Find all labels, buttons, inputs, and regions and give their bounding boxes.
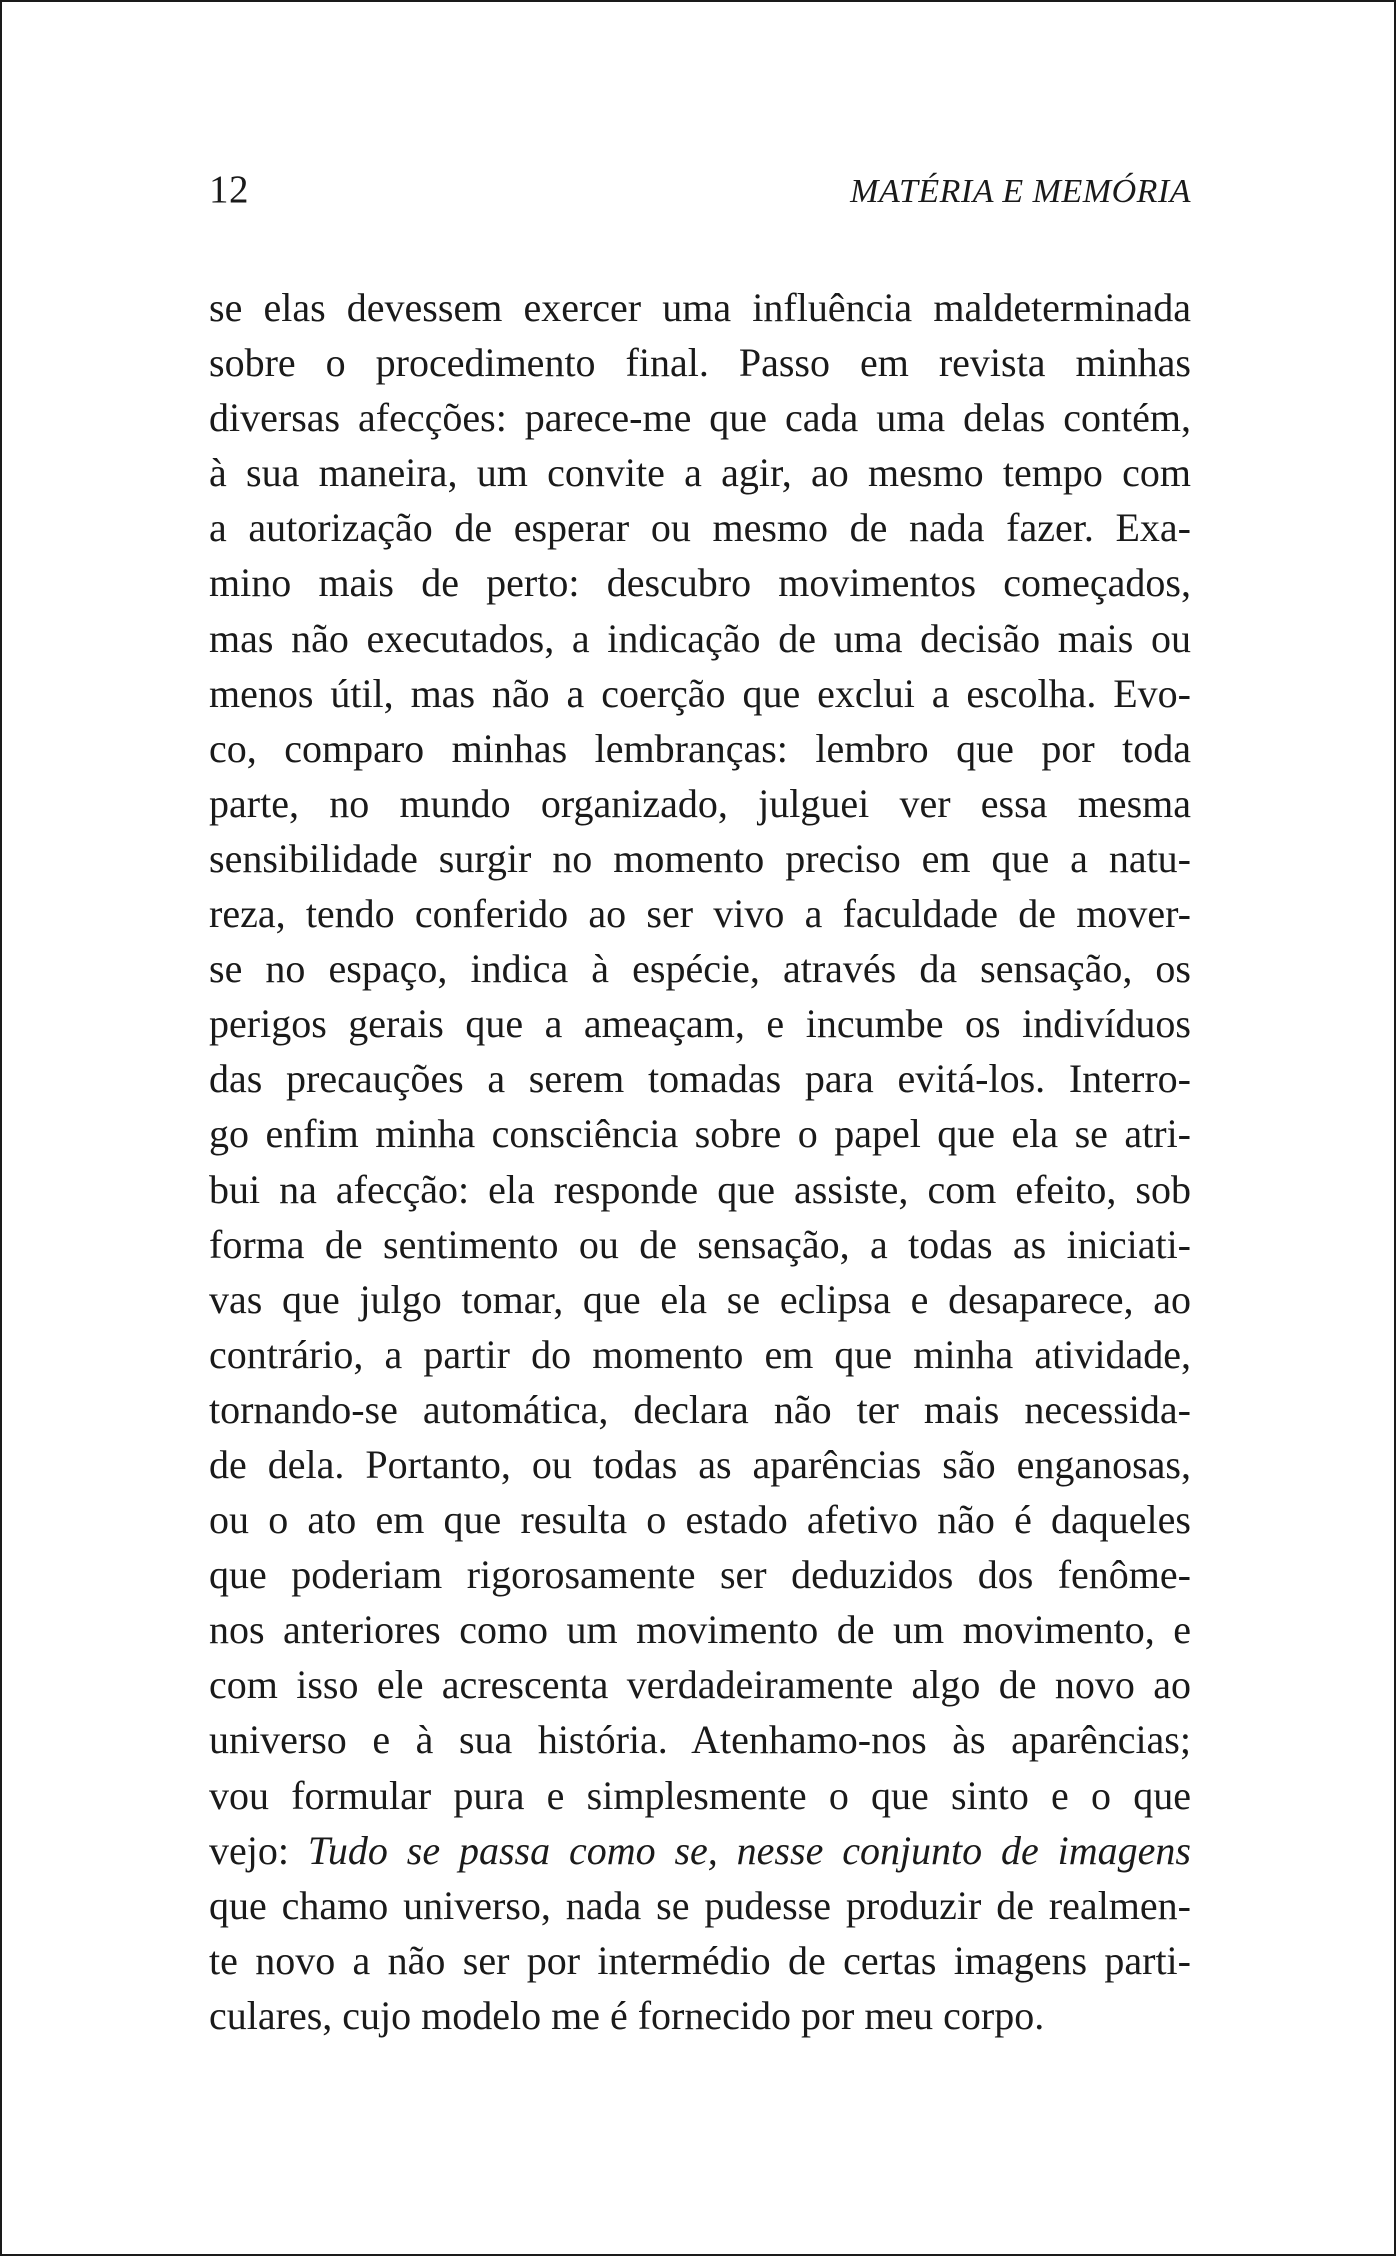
- text-line: à sua maneira, um convite a agir, ao mesmo tempo com: [209, 450, 1191, 496]
- text-line: das precauções a serem tomadas para evitá-los. Interro-: [209, 1056, 1191, 1102]
- text-line: ou o ato em que resulta o estado afetivo não é daqueles: [209, 1497, 1191, 1543]
- italic-line: que chamo universo, nada se pudesse produzir de realmen-: [209, 1882, 1191, 1928]
- italic-line: te novo a não ser por intermédio de certas imagens parti-: [209, 1937, 1191, 1983]
- text-line: nos anteriores como um movimento de um movimento, e: [209, 1607, 1191, 1653]
- text-line: perigos gerais que a ameaçam, e incumbe os indivíduos: [209, 1001, 1191, 1047]
- text-line: que poderiam rigorosamente ser deduzidos dos fenôme-: [209, 1552, 1191, 1598]
- text-line: contrário, a partir do momento em que minha atividade,: [209, 1331, 1191, 1377]
- text-line: menos útil, mas não a coerção que exclui a escolha. Evo-: [209, 670, 1191, 716]
- text-line: tornando-se automática, declara não ter mais necessida-: [209, 1386, 1191, 1432]
- text-line: sobre o procedimento final. Passo em revista minhas: [209, 340, 1191, 386]
- text-line: reza, tendo conferido ao ser vivo a faculdade de mover-: [209, 891, 1191, 937]
- text-line: se no espaço, indica à espécie, através da sensação, os: [209, 946, 1191, 992]
- text-line: sensibilidade surgir no momento preciso em que a natu-: [209, 835, 1191, 881]
- body-text: [209, 280, 1191, 2043]
- italic-line: culares, cujo modelo me é fornecido por meu corpo.: [209, 1992, 1045, 2038]
- text-line: de dela. Portanto, ou todas as aparências são enganosas,: [209, 1441, 1191, 1487]
- text-line: a autorização de esperar ou mesmo de nada fazer. Exa-: [209, 505, 1191, 551]
- text-line: diversas afecções: parece-me que cada uma delas contém,: [209, 395, 1191, 441]
- text-line: universo e à sua história. Atenhamo-nos às aparências;: [209, 1717, 1191, 1763]
- text-line: se elas devessem exercer uma influência maldeterminada: [209, 285, 1191, 330]
- text-line: forma de sentimento ou de sensação, a todas as iniciati-: [209, 1221, 1191, 1267]
- italic-fragment: Tudo se passa como se, nesse conjunto de imagens: [307, 1827, 1191, 1873]
- text-line: go enfim minha consciência sobre o papel que ela se atri-: [209, 1111, 1191, 1157]
- text-line: com isso ele acrescenta verdadeiramente algo de novo ao: [209, 1662, 1191, 1708]
- text-line: vas que julgo tomar, que ela se eclipsa e desaparece, ao: [209, 1276, 1191, 1322]
- text-line: mino mais de perto: descubro movimentos começados,: [209, 560, 1191, 606]
- text-line-mixed: [209, 1823, 1191, 1878]
- text-line: parte, no mundo organizado, julguei ver essa mesma: [209, 780, 1191, 826]
- text-line: vou formular pura e simplesmente o que sinto e o que: [209, 1772, 1191, 1818]
- text-line: bui na afecção: ela responde que assiste, com efeito, sob: [209, 1166, 1191, 1212]
- page-header: [209, 167, 1191, 223]
- roman-fragment: vejo:: [209, 1827, 308, 1873]
- running-title: MATÉRIA E MEMÓRIA: [850, 173, 1191, 210]
- text-line: co, comparo minhas lembranças: lembro que por toda: [209, 725, 1191, 771]
- text-line: mas não executados, a indicação de uma decisão mais ou: [209, 615, 1191, 661]
- page-number: 12: [209, 168, 249, 211]
